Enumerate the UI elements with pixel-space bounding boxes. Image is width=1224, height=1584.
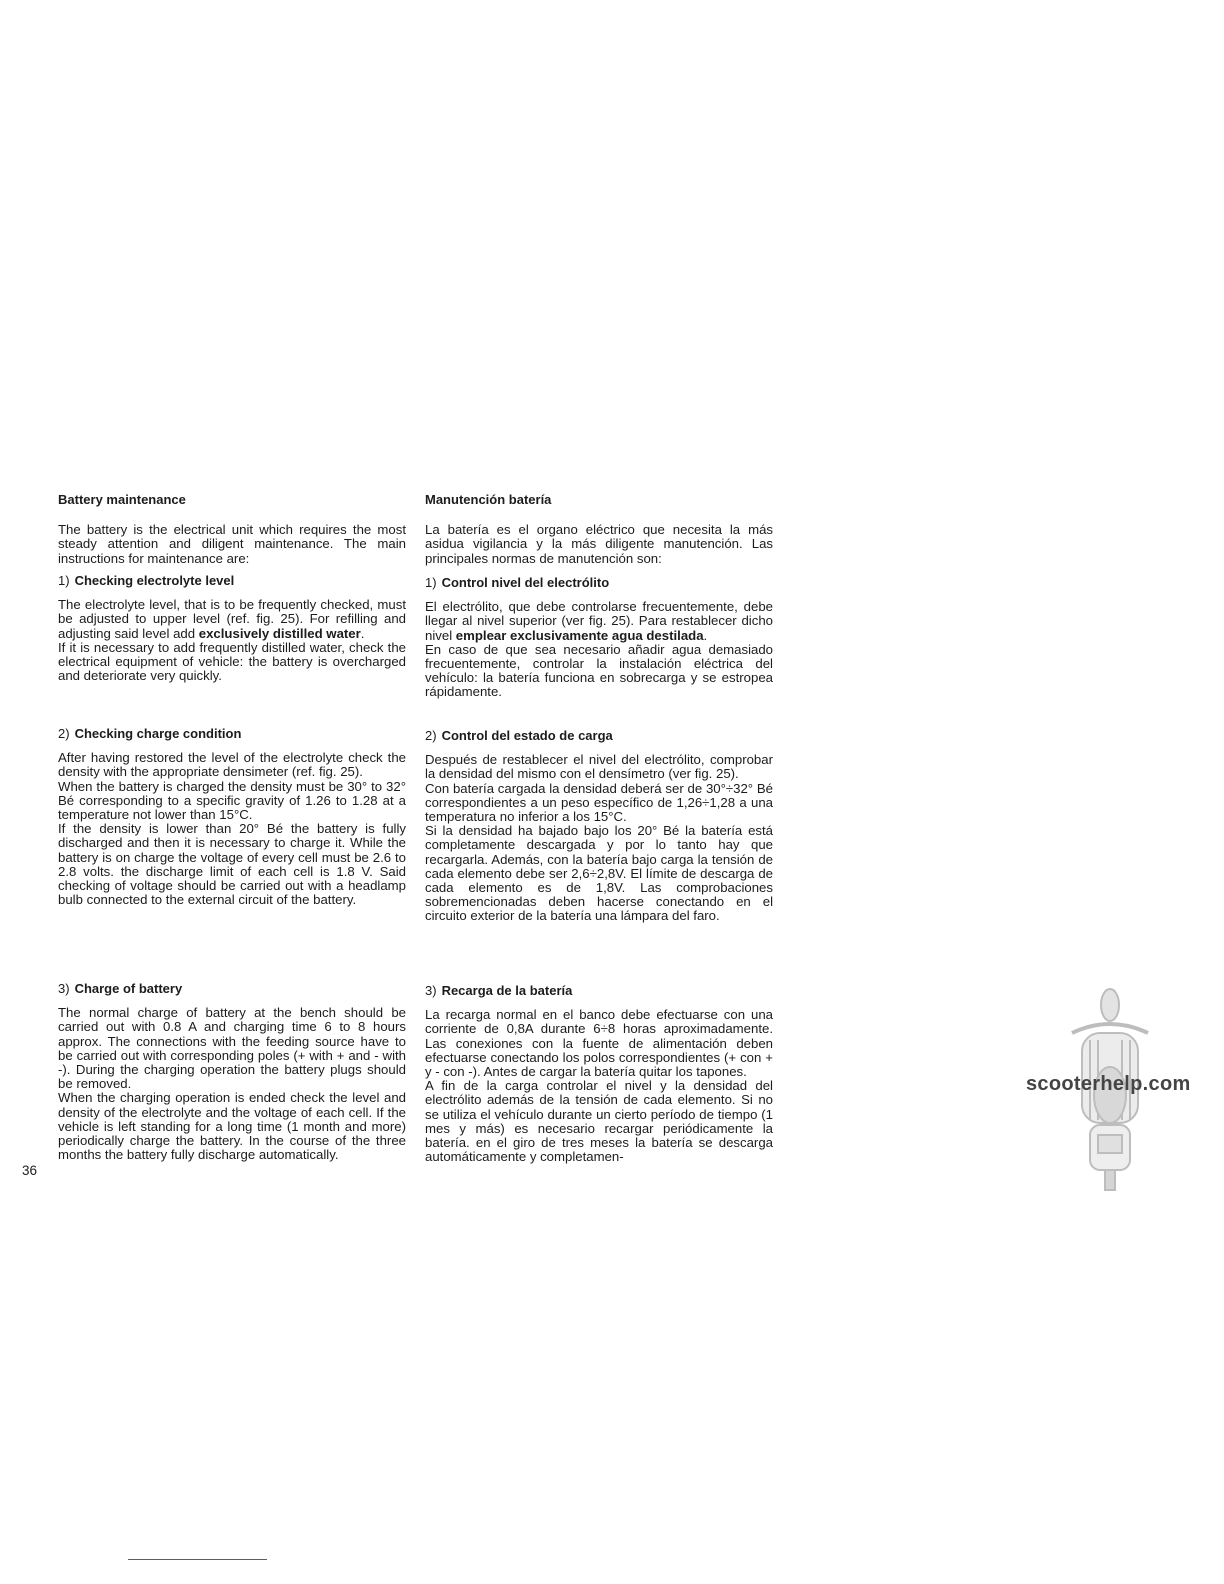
paragraph: After having restored the level of the electrolyte check the density with the appropriate densimeter (ref. fig. 25). [58, 750, 406, 780]
section-number: 2) [425, 728, 437, 743]
section-2 [425, 729, 773, 924]
paragraph: En caso de que sea necesario añadir agua demasiado frecuentemente, controlar la instalación eléctrica del vehículo: la batería funciona en sobrecarga y se estropea rápidamente. [425, 641, 773, 700]
section-3 [58, 982, 406, 1162]
section-heading [425, 984, 773, 998]
section-number: 1) [58, 573, 70, 588]
section-heading-text: Control nivel del electrólito [441, 575, 610, 590]
section-heading [58, 727, 406, 741]
bold-text: emplear exclusivamente agua destilada [455, 627, 704, 643]
intro-paragraph: La batería es el organo eléctrico que necesita la más asidua vigilancia y la más diligente manutención. Las principales normas de manutención son: [425, 522, 773, 566]
section-heading-text: Checking charge condition [74, 726, 242, 741]
paragraph: If it is necessary to add frequently distilled water, check the electrical equipment of vehicle: the battery is overcharged and deteriorate very quickly. [58, 639, 406, 684]
section-heading-text: Recarga de la batería [441, 983, 573, 998]
spanish-column [425, 492, 773, 1165]
paragraph: If the density is lower than 20° Bé the battery is fully discharged and then it is necessary to charge it. While the battery is on charge the voltage of every cell must be 2.6 to 2.8 volts. the discharge limit of each cell is 1.8 V. Said checking of voltage should be carried out with a headlamp bulb connected to the external circuit of the battery. [58, 821, 406, 908]
section-heading-text: Checking electrolyte level [74, 573, 235, 588]
link-underline[interactable] [128, 1559, 267, 1560]
section-number: 1) [425, 575, 437, 590]
watermark-text[interactable]: scooterhelp.com [1026, 1073, 1191, 1095]
paragraph: When the charging operation is ended check the level and density of the electrolyte and the voltage of each cell. If the vehicle is left standing for a long time (1 month and more) periodically charge the battery. In the course of the three months the battery fully discharge automatically. [58, 1090, 406, 1163]
paragraph: Con batería cargada la densidad deberá ser de 30°÷32° Bé correspondientes a un peso específico de 1,26÷1,28 a una temperatura no inferior a los 15°C. [425, 780, 773, 825]
text: . [703, 627, 708, 643]
bold-text: exclusively distilled water [198, 625, 361, 641]
paragraph: Después de restablecer el nivel del electrólito, comprobar la densidad del mismo con el densímetro (ver fig. 25). [425, 752, 773, 782]
paragraph [425, 600, 773, 643]
section-heading-text: Charge of battery [74, 981, 183, 996]
page-number: 36 [22, 1163, 38, 1178]
section-1 [425, 576, 773, 700]
section-title: Battery maintenance [58, 492, 186, 507]
english-column [58, 492, 406, 1163]
paragraph: A fin de la carga controlar el nivel y la densidad del electrólito además de la tensión de cada elemento. Si no se utiliza el vehículo durante un cierto período de tiempo (1 mes y más) es necesario recargar periódicamente la batería. en el giro de tres meses la batería se descarga automáticamente y completamen- [425, 1078, 773, 1165]
paragraph [58, 598, 406, 641]
paragraph: Si la densidad ha bajado bajo los 20° Bé la batería está completamente descargada y por lo tanto hay que recargarla. Además, con la batería bajo carga la tensión de cada elemento debe ser 2,6÷2,8V. El límite de descarga de cada elemento es de 1,8V. Las comprobaciones sobremencionadas deben hacerse conectando en el circuito exterior de la batería una lámpara del faro. [425, 823, 773, 924]
section-title: Manutención batería [425, 492, 552, 507]
section-heading [58, 982, 406, 996]
text: El electrólito, que debe controlarse frecuentemente, debe llegar al nivel superior (ver fig. 25). Para restablecer dicho nivel [425, 599, 773, 643]
section-number: 2) [58, 726, 70, 741]
paragraph: La recarga normal en el banco debe efectuarse con una corriente de 0,8A durante 6÷8 horas aproximadamente. Las conexiones con la fuente de alimentación deben efectuarse conectando los polos correspondientes (+ con + y - con -). Antes de cargar la batería quitar los tapones. [425, 1007, 773, 1080]
section-heading-text: Control del estado de carga [441, 728, 613, 743]
intro-paragraph: The battery is the electrical unit which requires the most steady attention and diligent maintenance. The main instructions for maintenance are: [58, 522, 406, 566]
section-2 [58, 727, 406, 907]
paragraph: When the battery is charged the density must be 30° to 32° Bé corresponding to a specific gravity of 1.26 to 1.28 at a temperature not lower than 15°C. [58, 778, 406, 823]
section-number: 3) [425, 983, 437, 998]
section-heading [425, 576, 773, 590]
text: . [360, 625, 365, 641]
section-1 [58, 574, 406, 683]
section-heading [425, 729, 773, 743]
text: The electrolyte level, that is to be frequently checked, must be adjusted to upper level (ref. fig. 25). For refilling and adjusting said level add [58, 597, 406, 641]
paragraph: The normal charge of battery at the bench should be carried out with 0.8 A and charging time 6 to 8 hours approx. The connections with the feeding source have to be carried out with corresponding poles (+ with + and - with -). During the charging operation the battery plugs should be removed. [58, 1005, 406, 1092]
watermark-logo[interactable] [1022, 985, 1200, 1195]
section-3 [425, 984, 773, 1164]
section-heading [58, 574, 406, 588]
section-number: 3) [58, 981, 70, 996]
